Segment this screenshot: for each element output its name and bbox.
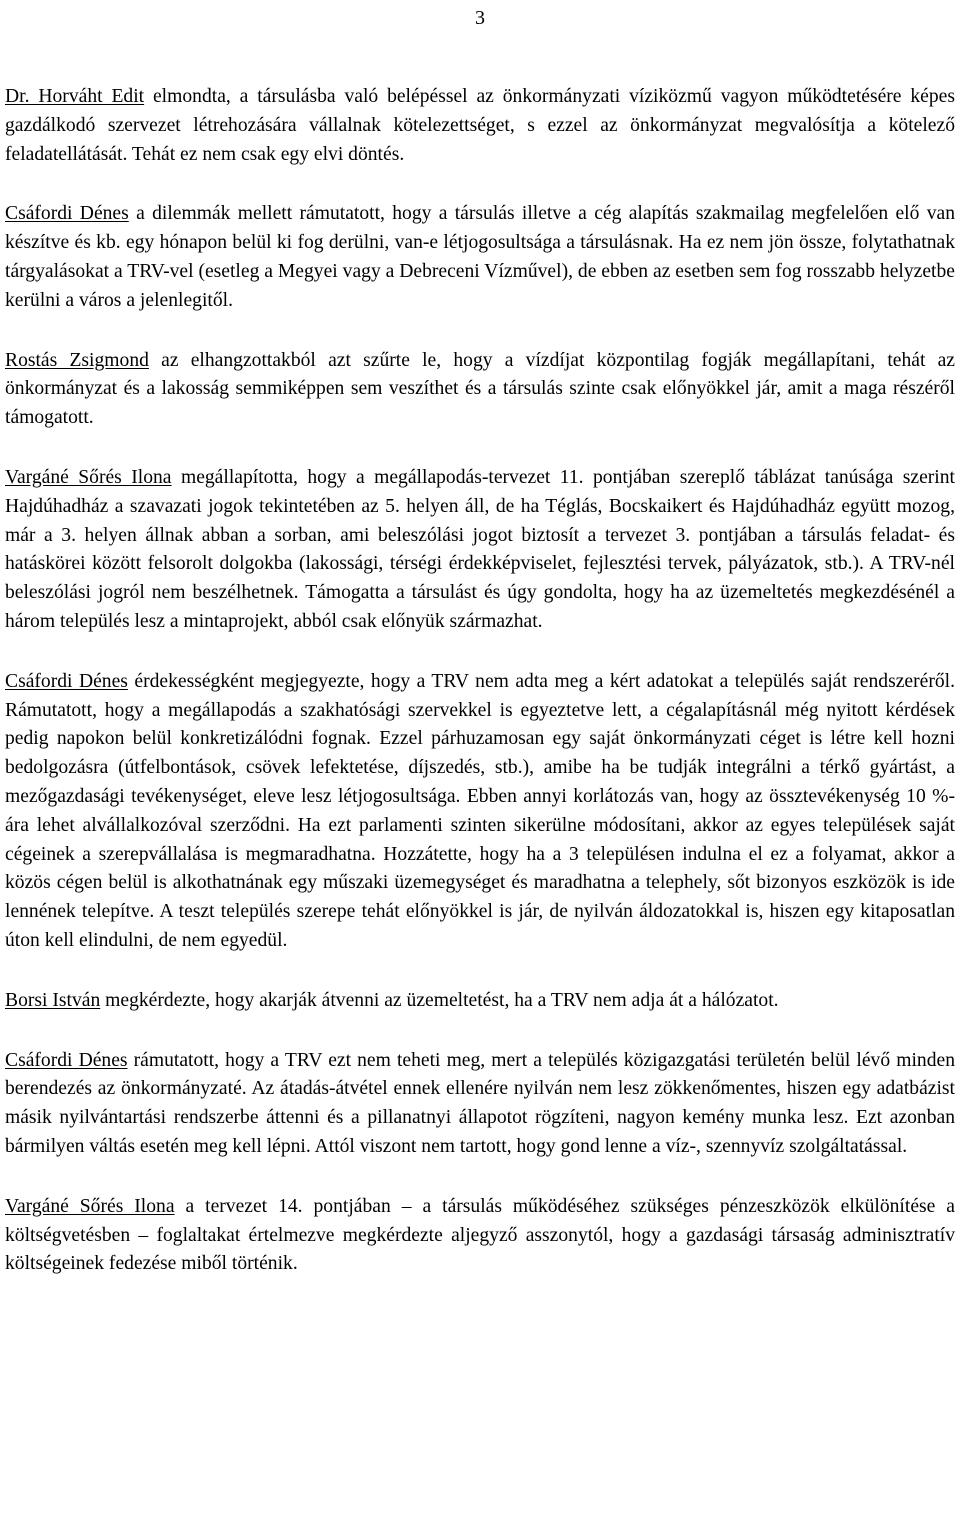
- speaker-name: Vargáné Sőrés Ilona: [5, 466, 172, 488]
- paragraph: [5, 668, 955, 956]
- paragraph: [5, 464, 955, 637]
- paragraph: [5, 1193, 955, 1279]
- speaker-name: Rostás Zsigmond: [5, 349, 149, 371]
- paragraph: [5, 200, 955, 315]
- paragraph: [5, 347, 955, 433]
- paragraph: [5, 83, 955, 169]
- paragraph-text: megállapította, hogy a megállapodás-tervezet 11. pontjában szereplő táblázat tanúsága szerint Hajdúhadház a szavazati jogok tekintetében az 5. helyen áll, de ha Téglás, Bocskaikert és Hajdúhadház együtt mozog, már a 3. helyen állnak abban a sorban, ami beleszólási jogot biztosít a tervezet 3. pontjában a társulás feladat- és hatáskörei között felsorolt dolgokba (lakossági, térségi érdekképviselet, fejlesztési tervek, pályázatok, stb.). A TRV-nél beleszólási jogról nem beszélhetnek. Támogatta a társulást és úgy gondolta, hogy ha az üzemeltetés megkezdésénél a három település lesz a mintaprojekt, abból csak előnyük származhat.: [5, 466, 955, 632]
- paragraph-text: a tervezet 14. pontjában – a társulás működéséhez szükséges pénzeszközök elkülönítése a költségvetésben – foglaltakat értelmezve megkérdezte aljegyző asszonytól, hogy a gazdasági társaság adminisztratív költségeinek fedezése miből történik.: [5, 1195, 955, 1275]
- paragraph-text: érdekességként megjegyezte, hogy a TRV nem adta meg a kért adatokat a település saját rendszeréről. Rámutatott, hogy a megállapodás a szakhatósági szervekkel is egyeztetve lett, a cégalapításnál még nyitott kérdések pedig napokon belül konkretizálódni fognak. Ezzel párhuzamosan egy saját önkormányzati céget is létre kell hozni bedolgozásra (útfelbontások, csövek lefektetése, díjszedés, stb.), amibe ha be tudják integrálni a térkő gyártást, a mezőgazdasági tevékenységet, eleve lesz létjogosultsága. Ebben annyi korlátozás van, hogy az össztevékenység 10 %-ára lehet alvállalkozóval szerződni. Ha ezt parlamenti szinten sikerülne módosítani, akkor az egyes települések saját cégeinek a szerepvállalása is megmaradhatna. Hozzátette, hogy ha a 3 településen indulna el ez a folyamat, akkor a közös cégen belül is alkothatnának egy műszaki üzemegységet és maradhatna a telephely, sőt bizonyos eszközök is ide lennének telepítve. A teszt település szerepe tehát előnyökkel is jár, de nyilván áldozatokkal is, hiszen egy kitaposatlan úton kell elindulni, de nem egyedül.: [5, 670, 955, 951]
- paragraph: [5, 1047, 955, 1162]
- speaker-name: Vargáné Sőrés Ilona: [5, 1195, 175, 1217]
- paragraph-text: elmondta, a társulásba való belépéssel az önkormányzati víziközmű vagyon működtetésére képes gazdálkodó szervezet létrehozására vállalnak kötelezettséget, s ezzel az önkormányzat megvalósítja a kötelező feladatellátását. Tehát ez nem csak egy elvi döntés.: [5, 86, 955, 165]
- paragraph-text: megkérdezte, hogy akarják átvenni az üzemeltetést, ha a TRV nem adja át a hálózatot.: [100, 989, 779, 1011]
- speaker-name: Csáfordi Dénes: [5, 1049, 128, 1071]
- paragraph-text: a dilemmák mellett rámutatott, hogy a társulás illetve a cég alapítás szakmailag megfelelően elő van készítve és kb. egy hónapon belül ki fog derülni, van-e létjogosultsága a társulásnak. Ha ez nem jön össze, folytathatnak tárgyalásokat a TRV-vel (esetleg a Megyei vagy a Debreceni Vízművel), de ebben az esetben sem fog rosszabb helyzetbe kerülni a város a jelenlegitől.: [5, 203, 955, 311]
- speaker-name: Csáfordi Dénes: [5, 670, 128, 692]
- speaker-name: Dr. Horváht Edit: [5, 86, 145, 107]
- speaker-name: Borsi István: [5, 989, 101, 1011]
- speaker-name: Csáfordi Dénes: [5, 203, 129, 225]
- paragraph: [5, 987, 955, 1016]
- paragraph-text: rámutatott, hogy a TRV ezt nem teheti meg, mert a település közigazgatási területén belül lévő minden berendezés az önkormányzaté. Az átadás-átvétel ennek ellenére nyilván nem lesz zökkenőmentes, hiszen egy adatbázist másik nyilvántartási rendszerbe áttenni és a pillanatnyi állapotot rögzíteni, nagyon kemény munka lesz. Ezt azonban bármilyen váltás esetén meg kell lépni. Attól viszont nem tartott, hogy gond lenne a víz-, szennyvíz szolgáltatással.: [5, 1049, 956, 1157]
- paragraph-text: az elhangzottakból azt szűrte le, hogy a vízdíjat központilag fogják megállapítani, tehát az önkormányzat és a lakosság semmiképpen sem veszíthet és a társulás szinte csak előnyökkel jár, amit a maga részéről támogatott.: [5, 349, 955, 429]
- page-number: 3: [475, 7, 485, 29]
- minutes-body: [5, 83, 955, 1310]
